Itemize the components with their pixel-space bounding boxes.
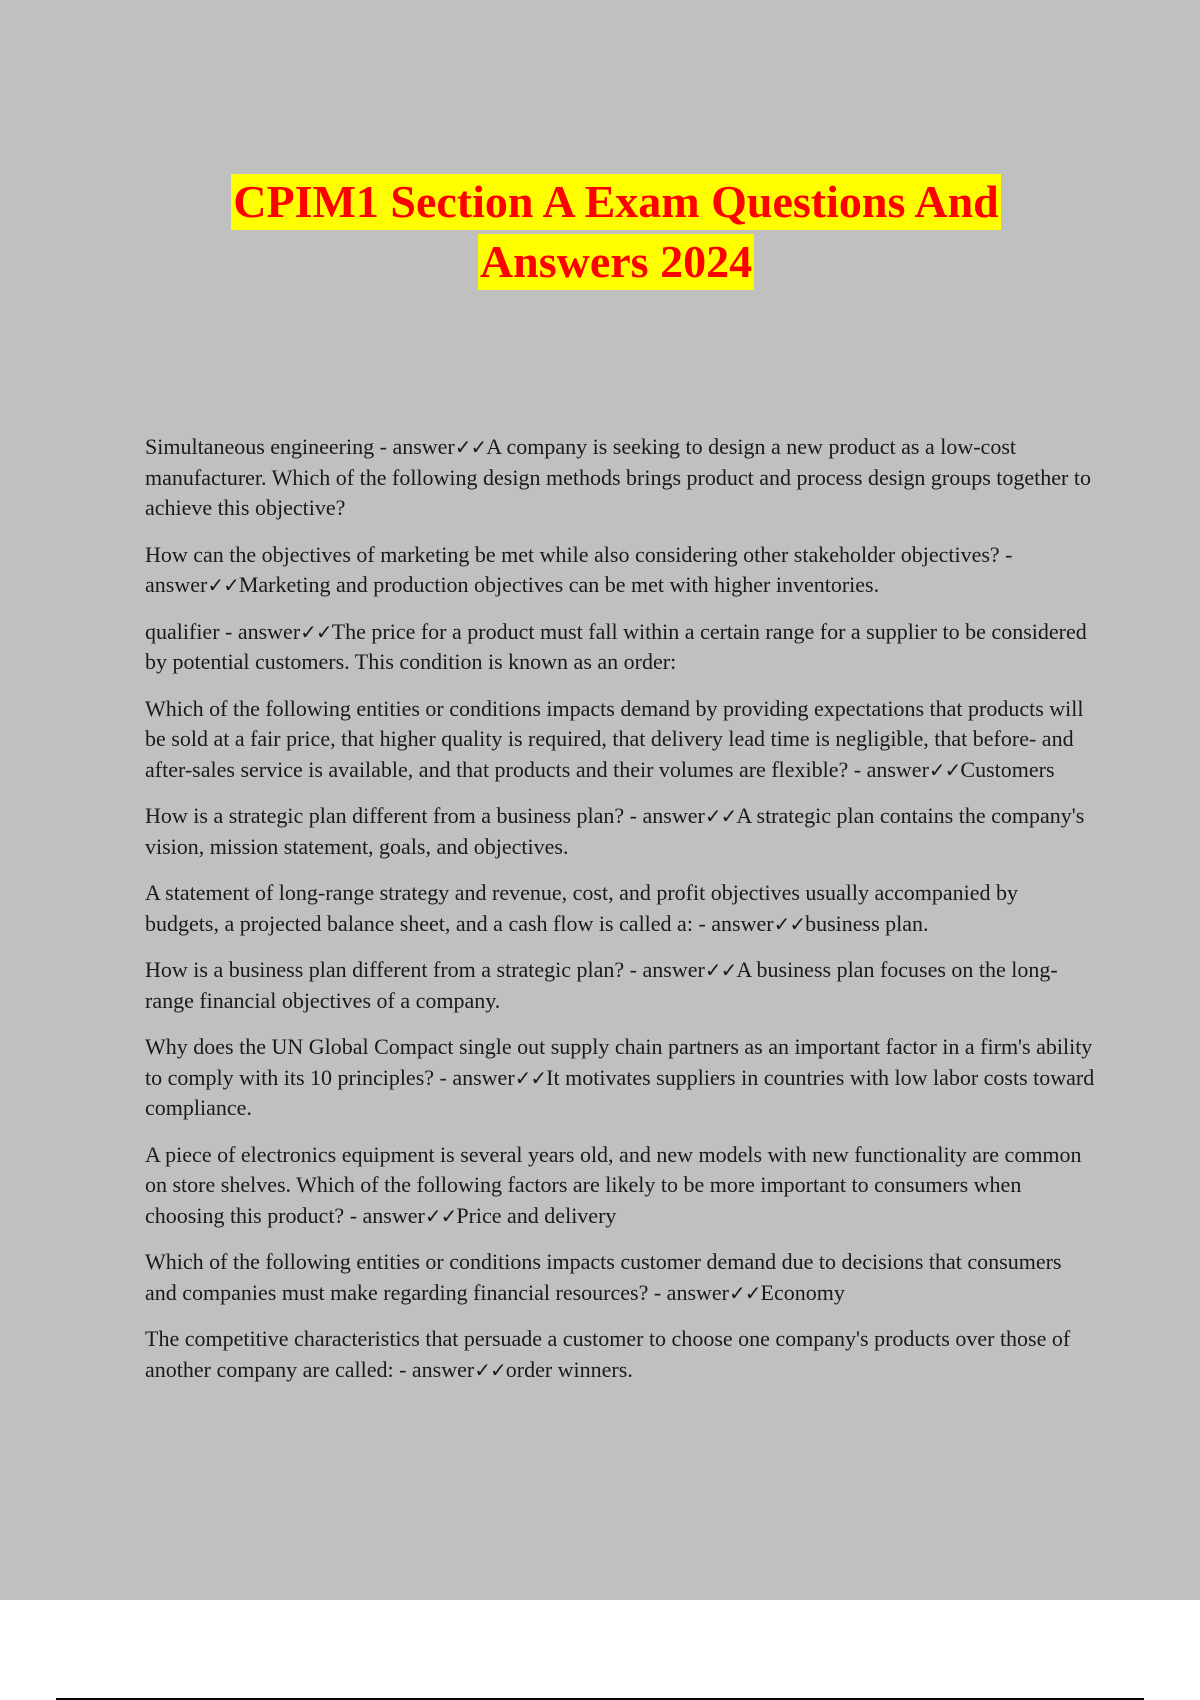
qa-text: A piece of electronics equipment is several years old, and new models with new functionality are common on store shelves. Which of the following factors are likely to be more important to consumers when choosing this product? - answer	[145, 1141, 1082, 1228]
qa-list	[145, 432, 1095, 1401]
answer-check-icon: ✓✓	[773, 911, 806, 936]
qa-answer: The price for a product must fall within a certain range for a supplier to be considered by potential customers. This condition is known as an order:	[145, 618, 1087, 674]
qa-answer: Customers	[960, 756, 1055, 782]
qa-item	[145, 1140, 1095, 1232]
qa-answer: order winners.	[505, 1356, 633, 1382]
answer-check-icon: ✓✓	[514, 1065, 547, 1090]
title-line-1: CPIM1 Section A Exam Questions And	[231, 174, 1001, 230]
qa-item	[145, 801, 1095, 862]
qa-item	[145, 617, 1095, 678]
answer-check-icon: ✓✓	[300, 619, 332, 644]
qa-text: Which of the following entities or conditions impacts demand by providing expectations that products will be sold at a fair price, that higher quality is required, that delivery lead time is negligible, that before- and after-sales service is available, and that products and their volumes are flexible? - answer	[145, 695, 1084, 782]
answer-check-icon: ✓✓	[704, 958, 737, 982]
title-line-2: Answers 2024	[478, 234, 754, 290]
qa-text: How can the objectives of marketing be met while also considering other stakeholder objectives? - answer	[145, 541, 1013, 597]
qa-item	[145, 878, 1095, 939]
qa-text: Which of the following entities or conditions impacts customer demand due to decisions that consumers and companies must make regarding financial resources? - answer	[145, 1249, 1062, 1305]
qa-answer: A company is seeking to design a new product as a low-cost manufacturer. Which of the following design methods brings product and process design groups together to achieve this objective?	[145, 434, 1091, 520]
answer-check-icon: ✓✓	[454, 435, 487, 459]
qa-item	[145, 955, 1095, 1016]
qa-answer: Economy	[760, 1279, 845, 1305]
answer-check-icon: ✓✓	[207, 573, 239, 597]
answer-check-icon: ✓✓	[474, 1357, 506, 1382]
qa-text: qualifier - answer	[145, 618, 301, 644]
qa-answer: business plan.	[805, 910, 929, 936]
qa-answer: A business plan focuses on the long-range financial objectives of a company.	[145, 957, 1058, 1013]
qa-text: How is a strategic plan different from a business plan? - answer	[145, 803, 705, 828]
qa-item	[145, 1324, 1095, 1385]
qa-item	[145, 432, 1095, 524]
qa-answer: A strategic plan contains the company's vision, mission statement, goals, and objectives.	[145, 803, 1085, 859]
answer-check-icon: ✓✓	[424, 1203, 457, 1228]
qa-text: How is a business plan different from a strategic plan? - answer	[145, 957, 705, 982]
qa-item	[145, 694, 1095, 786]
qa-answer: It motivates suppliers in countries with low labor costs toward compliance.	[145, 1064, 1095, 1120]
answer-check-icon: ✓✓	[928, 757, 961, 782]
qa-answer: Marketing and production objectives can be met with higher inventories.	[238, 572, 880, 597]
qa-item	[145, 1032, 1095, 1124]
answer-check-icon: ✓✓	[729, 1280, 761, 1305]
qa-answer: Price and delivery	[456, 1202, 617, 1228]
qa-text: The competitive characteristics that persuade a customer to choose one company's products over those of another company are called: - answer	[145, 1326, 1071, 1382]
qa-text: Simultaneous engineering - answer	[145, 434, 455, 459]
qa-text: A statement of long-range strategy and revenue, cost, and profit objectives usually accompanied by budgets, a projected balance sheet, and a cash flow is called a: - answer	[145, 880, 1018, 936]
qa-item	[145, 1247, 1095, 1308]
qa-text: Why does the UN Global Compact single out supply chain partners as an important factor in a firm's ability to comply with its 10 principles? - answer	[145, 1034, 1093, 1090]
document-title	[0, 172, 1200, 292]
qa-item	[145, 540, 1095, 601]
answer-check-icon: ✓✓	[704, 804, 737, 828]
